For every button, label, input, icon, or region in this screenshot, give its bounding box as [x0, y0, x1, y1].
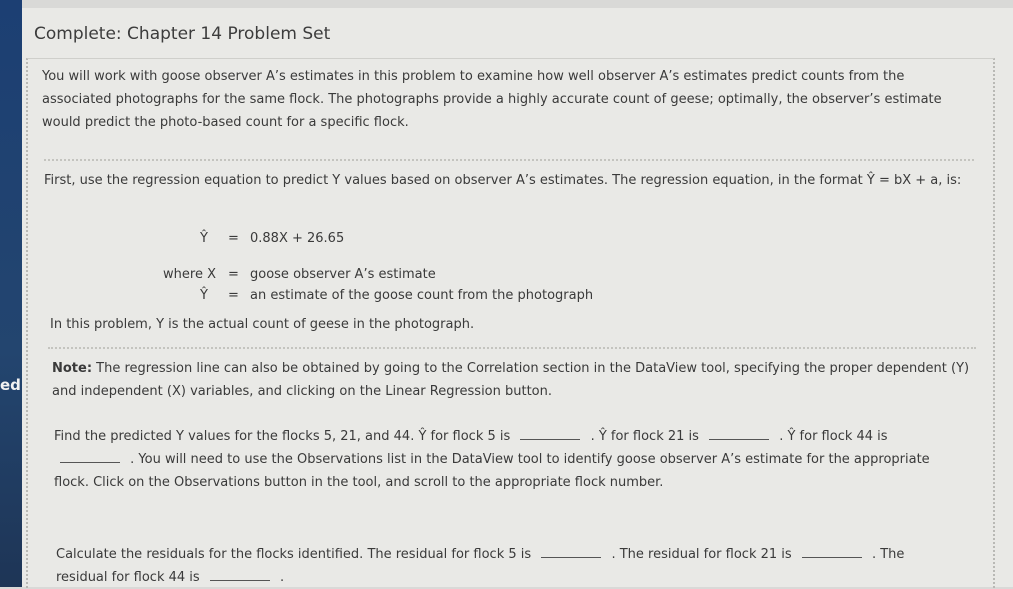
sidebar-tab-label[interactable]: ed	[0, 376, 21, 394]
residual-flock-21-input[interactable]	[802, 556, 862, 558]
where-x-label: where X	[163, 267, 216, 282]
sidebar-background	[0, 0, 22, 587]
predict-text-3: . Ŷ for flock 44 is	[779, 429, 888, 444]
yhat-flock-44-input[interactable]	[60, 461, 120, 463]
page-title: Complete: Chapter 14 Problem Set	[34, 24, 331, 44]
equation-equals: =	[228, 231, 239, 246]
where-x-text: goose observer A’s estimate	[250, 267, 436, 282]
where-yhat-equals: =	[228, 288, 239, 303]
intro-paragraph: You will work with goose observer A’s estimates in this problem to examine how well observer A’s estimates predict counts from the associated photographs for the same flock. The photographs provide a highly accurate count of geese; optimally, the observer’s estimate would predict the photo-based count for a specific flock.	[42, 69, 942, 130]
section-divider	[44, 159, 974, 161]
section-divider	[48, 347, 976, 349]
predict-text-4: . You will need to use the Observations list in the DataView tool to identify goose observer A’s estimate for the appropriate flock. Click on the Observations button in the tool, and scroll to the appropriate flock number.	[54, 452, 930, 490]
problem-panel	[22, 8, 1013, 587]
note-label: Note:	[52, 361, 93, 376]
where-yhat-label: Ŷ	[200, 288, 208, 303]
predict-paragraph	[54, 425, 954, 494]
where-yhat-text: an estimate of the goose count from the photograph	[250, 288, 594, 303]
equation-rhs: 0.88X + 26.65	[250, 231, 345, 246]
predict-text-1: Find the predicted Y values for the flocks 5, 21, and 44. Ŷ for flock 5 is	[54, 429, 511, 444]
residual-text-4: .	[279, 570, 285, 585]
residuals-paragraph	[56, 543, 956, 589]
yhat-flock-5-input[interactable]	[520, 438, 580, 440]
residual-flock-5-input[interactable]	[541, 556, 601, 558]
where-x-equals: =	[228, 267, 239, 282]
problem-content	[26, 58, 995, 588]
residual-text-1: Calculate the residuals for the flocks identified. The residual for flock 5 is	[56, 547, 532, 562]
equation-lhs: Ŷ	[200, 231, 208, 246]
note-text: The regression line can also be obtained by going to the Correlation section in the DataView tool, specifying the proper dependent (Y) and independent (X) variables, and clicking on the Linear Regression button.	[52, 361, 970, 399]
residual-flock-44-input[interactable]	[210, 579, 270, 581]
left-sidebar	[0, 0, 22, 587]
residual-text-3: . The residual for flock 44 is	[56, 547, 905, 585]
y-definition-paragraph: In this problem, Y is the actual count of geese in the photograph.	[50, 317, 475, 332]
predict-text-2: . Ŷ for flock 21 is	[590, 429, 699, 444]
note-paragraph	[52, 357, 972, 403]
residual-text-2: . The residual for flock 21 is	[611, 547, 792, 562]
yhat-flock-21-input[interactable]	[709, 438, 769, 440]
instructions-paragraph: First, use the regression equation to predict Y values based on observer A’s estimates. The regression equation, in the format Ŷ = bX + a, is:	[44, 173, 962, 188]
